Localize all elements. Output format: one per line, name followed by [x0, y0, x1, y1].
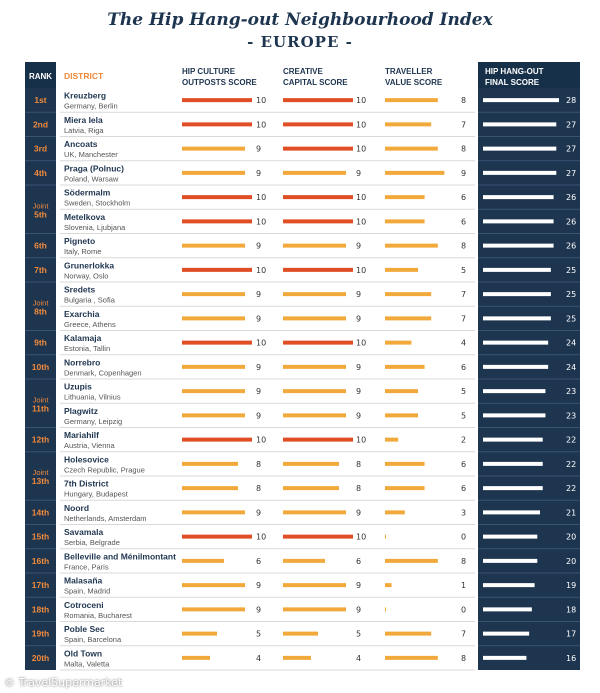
- creative-capital-value: 9: [356, 581, 362, 591]
- traveller-value-bar: [385, 656, 438, 660]
- final-score-bar: [483, 98, 559, 102]
- hip-culture-bar: [182, 244, 245, 248]
- district-location: Austria, Vienna: [64, 441, 115, 450]
- traveller-value-value: 2: [461, 435, 467, 445]
- district-name: Ancoats: [64, 139, 98, 149]
- final-score-bar: [483, 413, 545, 417]
- hip-culture-value: 8: [256, 484, 262, 494]
- traveller-value-value: 0: [461, 532, 467, 542]
- traveller-value-value: 7: [461, 120, 467, 130]
- hip-culture-bar: [182, 632, 217, 636]
- rank-label: 20th: [31, 652, 50, 663]
- final-score-bar: [483, 147, 556, 151]
- district-name: Norrebro: [64, 357, 101, 368]
- hip-culture-bar: [182, 389, 245, 393]
- final-score-bar: [483, 244, 554, 248]
- hip-culture-value: 9: [256, 508, 262, 518]
- traveller-value-bar: [385, 559, 438, 563]
- creative-capital-bar: [283, 656, 311, 660]
- traveller-value-value: 5: [461, 387, 467, 397]
- creative-capital-bar: [283, 607, 346, 611]
- final-score-value: 25: [566, 265, 577, 275]
- traveller-value-value: 8: [461, 144, 467, 154]
- final-score-value: 18: [566, 605, 577, 615]
- district-location: Spain, Madrid: [64, 586, 111, 596]
- final-score-value: 22: [566, 435, 577, 445]
- creative-capital-value: 9: [356, 362, 362, 372]
- traveller-value-bar: [385, 341, 411, 345]
- traveller-value-value: 8: [461, 653, 467, 663]
- district-name: Savamala: [64, 527, 104, 537]
- district-name: Plagwitz: [64, 405, 99, 416]
- header-traveller-value-line1: TRAVELLER: [385, 67, 433, 76]
- district-name: Pigneto: [64, 236, 96, 246]
- district-location: Greece, Athens: [64, 319, 116, 329]
- district-location: Sweden, Stockholm: [64, 198, 131, 208]
- chart-title: The Hip Hang-out Neighbourhood Index: [107, 10, 493, 30]
- traveller-value-bar: [385, 292, 431, 296]
- hip-culture-value: 10: [256, 96, 267, 106]
- district-name: Poble Sec: [64, 624, 105, 634]
- district-name: Kreuzberg: [64, 90, 107, 101]
- final-score-value: 26: [566, 217, 577, 227]
- rank-label: 5th: [34, 209, 47, 220]
- final-score-bar: [483, 583, 535, 587]
- header-hip-culture-line2: OUTPOSTS SCORE: [182, 78, 257, 87]
- creative-capital-bar: [283, 98, 353, 102]
- final-score-value: 19: [566, 581, 577, 591]
- rank-label: 7th: [34, 264, 47, 275]
- final-score-bar: [483, 365, 548, 369]
- traveller-value-bar: [385, 535, 386, 539]
- hip-culture-bar: [182, 656, 210, 660]
- traveller-value-value: 6: [461, 217, 467, 227]
- hip-culture-value: 6: [256, 556, 262, 566]
- traveller-value-value: 7: [461, 314, 467, 324]
- hip-culture-value: 10: [256, 193, 267, 203]
- hip-culture-bar: [182, 219, 252, 223]
- traveller-value-bar: [385, 510, 405, 514]
- rank-label: 4th: [34, 167, 47, 178]
- rank-label: 13th: [31, 476, 50, 486]
- final-score-value: 27: [566, 120, 577, 130]
- traveller-value-value: 8: [461, 241, 467, 251]
- creative-capital-value: 9: [356, 290, 362, 300]
- creative-capital-value: 4: [356, 653, 362, 663]
- traveller-value-bar: [385, 607, 386, 611]
- district-location: Czech Republic, Prague: [64, 465, 145, 475]
- final-score-value: 20: [566, 556, 577, 566]
- final-score-value: 27: [566, 144, 577, 154]
- hip-culture-value: 9: [256, 314, 262, 324]
- final-score-value: 24: [566, 362, 577, 372]
- traveller-value-value: 6: [461, 193, 467, 203]
- traveller-value-value: 1: [461, 581, 467, 591]
- final-score-value: 27: [566, 168, 577, 178]
- hip-culture-value: 9: [256, 411, 262, 421]
- district-location: Hungary, Budapest: [64, 489, 128, 499]
- final-score-value: 20: [566, 532, 577, 542]
- final-score-bar: [483, 122, 556, 126]
- creative-capital-value: 9: [356, 314, 362, 324]
- hip-culture-value: 10: [256, 532, 267, 542]
- hip-culture-bar: [182, 510, 245, 514]
- traveller-value-bar: [385, 195, 425, 199]
- hip-culture-bar: [182, 341, 252, 345]
- district-name: Exarchia: [64, 308, 100, 319]
- district-location: Estonia, Tallin: [64, 344, 111, 353]
- header-rank: RANK: [28, 72, 53, 81]
- district-name: Sredets: [64, 284, 96, 295]
- creative-capital-value: 8: [356, 459, 362, 469]
- traveller-value-value: 9: [461, 168, 467, 178]
- traveller-value-bar: [385, 171, 444, 175]
- district-location: Latvia, Riga: [64, 125, 104, 135]
- traveller-value-bar: [385, 365, 425, 369]
- district-location: Romania, Bucharest: [64, 610, 132, 620]
- district-location: Poland, Warsaw: [64, 174, 119, 184]
- creative-capital-bar: [283, 438, 353, 442]
- traveller-value-value: 6: [461, 459, 467, 469]
- hip-culture-value: 9: [256, 241, 262, 251]
- hip-culture-bar: [182, 98, 252, 102]
- traveller-value-bar: [385, 438, 398, 442]
- final-score-value: 24: [566, 338, 577, 348]
- hip-culture-bar: [182, 195, 252, 199]
- rank-label: 8th: [34, 306, 47, 317]
- hip-culture-value: 10: [256, 435, 267, 445]
- hip-culture-value: 9: [256, 168, 262, 178]
- hip-culture-value: 8: [256, 459, 262, 469]
- hip-culture-value: 10: [256, 217, 267, 227]
- traveller-value-value: 3: [461, 508, 467, 518]
- creative-capital-bar: [283, 632, 318, 636]
- rank-label: 2nd: [32, 119, 49, 130]
- hip-culture-bar: [182, 486, 238, 490]
- hip-culture-value: 9: [256, 290, 262, 300]
- creative-capital-value: 10: [356, 532, 367, 542]
- final-score-bar: [483, 486, 543, 490]
- creative-capital-bar: [283, 195, 353, 199]
- hip-culture-bar: [182, 147, 245, 151]
- header-final-score-line1: HIP HANG-OUT: [485, 67, 544, 76]
- final-score-bar: [483, 268, 551, 272]
- final-score-value: 16: [566, 653, 577, 663]
- district-name: Malasaña: [64, 575, 103, 586]
- creative-capital-bar: [283, 147, 353, 151]
- traveller-value-bar: [385, 98, 438, 102]
- district-location: Italy, Rome: [64, 247, 102, 256]
- header-hip-culture-line1: HIP CULTURE: [182, 67, 236, 76]
- district-name: Miera Iela: [64, 114, 103, 125]
- creative-capital-bar: [283, 462, 339, 466]
- district-location: Malta, Valetta: [64, 659, 110, 669]
- final-score-value: 21: [566, 508, 577, 518]
- final-score-value: 22: [566, 484, 577, 494]
- hip-culture-bar: [182, 171, 245, 175]
- final-score-bar: [483, 195, 554, 199]
- final-score-bar: [483, 316, 551, 320]
- district-name: Old Town: [64, 648, 103, 659]
- district-name: Praga (Polnuc): [64, 163, 124, 174]
- traveller-value-bar: [385, 583, 392, 587]
- traveller-value-bar: [385, 268, 418, 272]
- final-score-value: 25: [566, 290, 577, 300]
- hip-culture-bar: [182, 462, 238, 466]
- creative-capital-bar: [283, 316, 346, 320]
- creative-capital-value: 10: [356, 96, 367, 106]
- creative-capital-bar: [283, 413, 346, 417]
- creative-capital-value: 10: [356, 265, 367, 275]
- header-district: DISTRICT: [64, 71, 104, 81]
- traveller-value-value: 4: [461, 338, 467, 348]
- hip-culture-value: 9: [256, 144, 262, 154]
- hip-culture-bar: [182, 122, 252, 126]
- chart-subtitle: - EUROPE -: [247, 33, 353, 51]
- rank-label-joint: Joint: [32, 201, 49, 211]
- district-name: 7th District: [64, 478, 109, 489]
- traveller-value-value: 5: [461, 265, 467, 275]
- final-score-value: 28: [566, 96, 577, 106]
- creative-capital-value: 5: [356, 629, 362, 639]
- creative-capital-value: 9: [356, 508, 362, 518]
- final-score-value: 25: [566, 314, 577, 324]
- rank-label: 16th: [31, 555, 50, 566]
- rank-label: 15th: [31, 531, 50, 542]
- traveller-value-value: 8: [461, 96, 467, 106]
- hip-culture-bar: [182, 268, 252, 272]
- creative-capital-bar: [283, 486, 339, 490]
- rank-label: 18th: [31, 604, 50, 615]
- rank-label: 11th: [31, 403, 50, 414]
- district-location: Bulgaria , Sofia: [64, 295, 115, 305]
- traveller-value-bar: [385, 147, 438, 151]
- creative-capital-bar: [283, 510, 346, 514]
- final-score-bar: [483, 171, 556, 175]
- traveller-value-bar: [385, 462, 425, 466]
- creative-capital-bar: [283, 171, 346, 175]
- creative-capital-value: 8: [356, 484, 362, 494]
- creative-capital-bar: [283, 389, 346, 393]
- creative-capital-value: 10: [356, 338, 367, 348]
- district-location: Slovenia, Ljubjana: [64, 222, 126, 232]
- watermark: © TravelSupermarket: [4, 676, 123, 689]
- rank-label: 1st: [34, 95, 47, 106]
- creative-capital-value: 9: [356, 411, 362, 421]
- creative-capital-bar: [283, 583, 346, 587]
- header-traveller-value-line2: VALUE SCORE: [385, 78, 443, 87]
- district-name: Belleville and Ménilmontant: [64, 551, 176, 562]
- rank-label: 9th: [34, 337, 47, 348]
- creative-capital-value: 10: [356, 120, 367, 130]
- traveller-value-value: 6: [461, 484, 467, 494]
- district-location: Lithuania, Vilnius: [64, 392, 121, 402]
- creative-capital-bar: [283, 559, 325, 563]
- creative-capital-bar: [283, 341, 353, 345]
- rank-label-joint: Joint: [32, 468, 49, 477]
- creative-capital-value: 10: [356, 217, 367, 227]
- final-score-bar: [483, 341, 548, 345]
- rank-label: 6th: [34, 240, 47, 251]
- header-creative-capital-line2: CAPITAL SCORE: [283, 78, 348, 87]
- district-location: Netherlands, Amsterdam: [64, 513, 147, 523]
- district-location: Denmark, Copenhagen: [64, 368, 142, 378]
- hip-culture-bar: [182, 365, 245, 369]
- hip-culture-bar: [182, 438, 252, 442]
- hip-culture-value: 10: [256, 265, 267, 275]
- rank-label: 17th: [31, 580, 50, 591]
- traveller-value-bar: [385, 389, 418, 393]
- final-score-bar: [483, 656, 526, 660]
- district-location: Spain, Barcelona: [64, 635, 122, 644]
- creative-capital-bar: [283, 365, 346, 369]
- rank-label: 10th: [31, 361, 50, 372]
- final-score-bar: [483, 292, 551, 296]
- hip-culture-value: 9: [256, 605, 262, 615]
- creative-capital-bar: [283, 244, 346, 248]
- creative-capital-bar: [283, 268, 353, 272]
- creative-capital-value: 10: [356, 193, 367, 203]
- rank-label-joint: Joint: [32, 395, 49, 405]
- rank-label: 14th: [31, 507, 50, 518]
- district-name: Cotroceni: [64, 599, 104, 610]
- hip-culture-value: 5: [256, 629, 262, 639]
- hip-culture-value: 10: [256, 338, 267, 348]
- creative-capital-bar: [283, 292, 346, 296]
- hip-culture-bar: [182, 559, 224, 563]
- creative-capital-bar: [283, 535, 353, 539]
- creative-capital-bar: [283, 122, 353, 126]
- hip-culture-bar: [182, 292, 245, 296]
- traveller-value-value: 7: [461, 629, 467, 639]
- traveller-value-bar: [385, 122, 431, 126]
- district-name: Grunerlokka: [64, 260, 115, 271]
- rank-label-joint: Joint: [32, 298, 49, 308]
- final-score-bar: [483, 510, 540, 514]
- traveller-value-bar: [385, 413, 418, 417]
- rank-label: 12th: [31, 434, 50, 445]
- header-final-score-line2: FINAL SCORE: [485, 78, 540, 87]
- district-location: UK, Manchester: [64, 150, 118, 159]
- creative-capital-value: 9: [356, 168, 362, 178]
- final-score-bar: [483, 438, 543, 442]
- traveller-value-bar: [385, 632, 431, 636]
- hip-culture-bar: [182, 583, 245, 587]
- district-location: Germany, Leipzig: [64, 416, 123, 426]
- creative-capital-value: 9: [356, 605, 362, 615]
- hip-culture-value: 9: [256, 387, 262, 397]
- traveller-value-value: 7: [461, 290, 467, 300]
- final-score-bar: [483, 462, 543, 466]
- district-name: Kalamaja: [64, 333, 102, 343]
- final-score-value: 26: [566, 193, 577, 203]
- header-creative-capital-line1: CREATIVE: [283, 67, 323, 76]
- traveller-value-bar: [385, 219, 425, 223]
- final-score-value: 26: [566, 241, 577, 251]
- traveller-value-bar: [385, 486, 425, 490]
- hip-culture-bar: [182, 607, 245, 611]
- creative-capital-value: 6: [356, 556, 362, 566]
- rank-label: 3rd: [33, 143, 48, 154]
- district-name: Noord: [64, 502, 90, 513]
- district-location: Germany, Berlin: [64, 101, 118, 111]
- hip-culture-bar: [182, 413, 245, 417]
- final-score-bar: [483, 535, 537, 539]
- final-score-value: 17: [566, 629, 577, 639]
- hip-culture-value: 4: [256, 653, 262, 663]
- creative-capital-value: 10: [356, 144, 367, 154]
- final-score-value: 23: [566, 411, 577, 421]
- district-name: Södermalm: [64, 187, 111, 198]
- district-location: Serbia, Belgrade: [64, 538, 120, 547]
- hip-culture-value: 10: [256, 120, 267, 130]
- final-score-bar: [483, 559, 537, 563]
- traveller-value-value: 8: [461, 556, 467, 566]
- final-score-bar: [483, 607, 532, 611]
- final-score-bar: [483, 389, 545, 393]
- creative-capital-value: 9: [356, 241, 362, 251]
- traveller-value-bar: [385, 316, 431, 320]
- rank-label: 19th: [31, 628, 50, 639]
- hip-culture-bar: [182, 535, 252, 539]
- traveller-value-value: 6: [461, 362, 467, 372]
- traveller-value-value: 0: [461, 605, 467, 615]
- hip-culture-value: 9: [256, 362, 262, 372]
- district-location: France, Paris: [64, 562, 109, 572]
- creative-capital-value: 10: [356, 435, 367, 445]
- district-name: Mariahilf: [64, 430, 99, 440]
- district-name: Uzupis: [64, 381, 92, 392]
- traveller-value-value: 5: [461, 411, 467, 421]
- district-location: Norway, Oslo: [64, 271, 109, 281]
- traveller-value-bar: [385, 244, 438, 248]
- final-score-value: 23: [566, 387, 577, 397]
- final-score-bar: [483, 632, 529, 636]
- final-score-value: 22: [566, 459, 577, 469]
- creative-capital-bar: [283, 219, 353, 223]
- district-name: Metelkova: [64, 211, 106, 222]
- hip-culture-value: 9: [256, 581, 262, 591]
- district-name: Holesovice: [64, 454, 109, 465]
- creative-capital-value: 9: [356, 387, 362, 397]
- final-score-bar: [483, 219, 554, 223]
- hip-culture-bar: [182, 316, 245, 320]
